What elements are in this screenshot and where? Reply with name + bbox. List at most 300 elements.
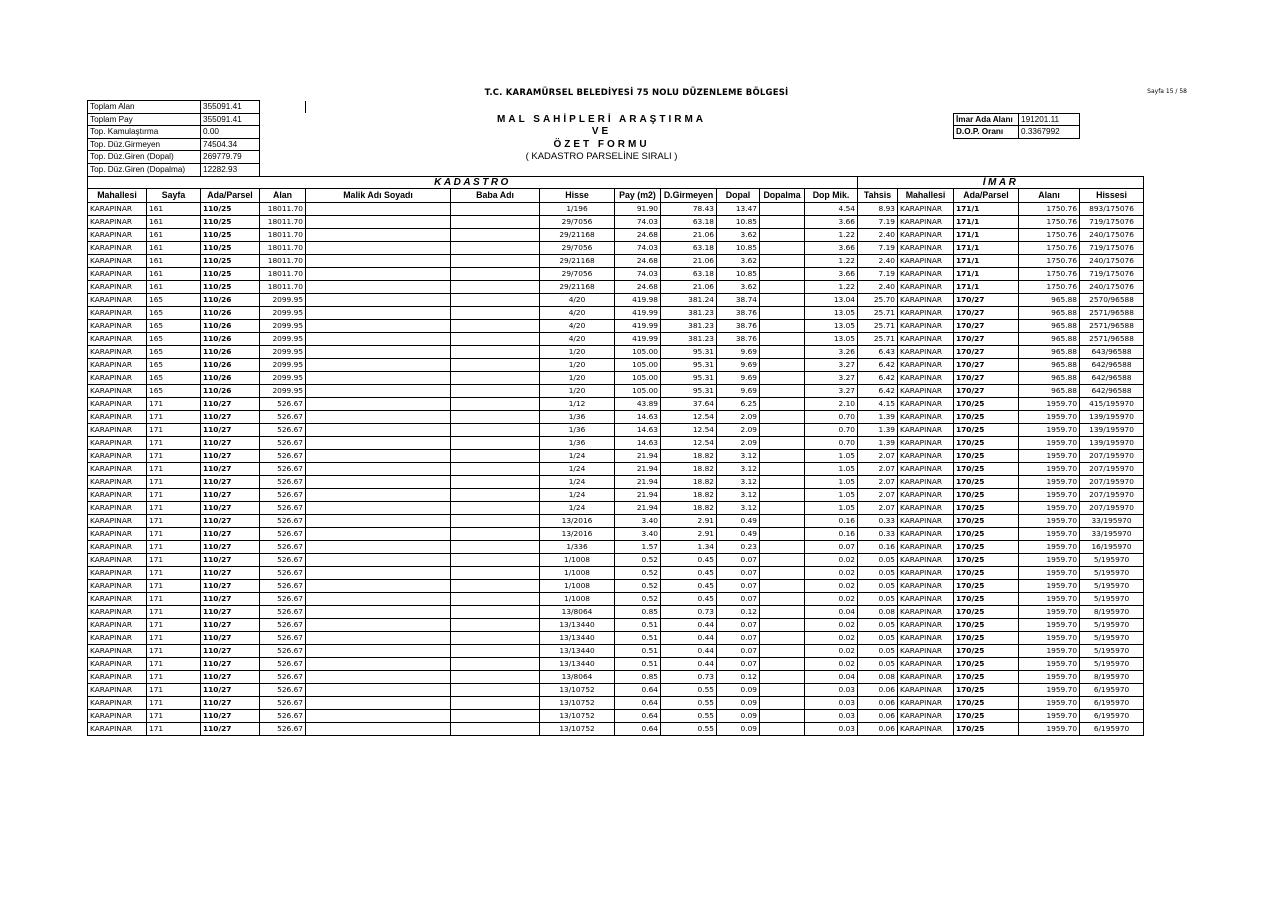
cell-dopalma [760, 580, 805, 593]
cell-imar-mahallesi: KARAPINAR [898, 580, 954, 593]
cell-alan: 526.67 [260, 697, 306, 710]
cell-hissesi: 2571/96588 [1080, 307, 1144, 320]
cell-mahallesi: KARAPINAR [88, 554, 147, 567]
cell-baba-adi [451, 502, 540, 515]
cell-dopalma [760, 398, 805, 411]
cell-alani: 965.88 [1019, 346, 1080, 359]
cell-baba-adi [451, 385, 540, 398]
cell-alan: 526.67 [260, 437, 306, 450]
cell-baba-adi [451, 242, 540, 255]
cell-hisse: 1/336 [540, 541, 615, 554]
cell-tahsis: 4.15 [858, 398, 898, 411]
cell-tahsis: 0.16 [858, 541, 898, 554]
cell-pay: 0.64 [615, 697, 661, 710]
cell-alan: 18011.70 [260, 255, 306, 268]
cell-alan: 526.67 [260, 658, 306, 671]
cell-pay: 0.51 [615, 645, 661, 658]
cell-mahallesi: KARAPINAR [88, 359, 147, 372]
cell-imar-mahallesi: KARAPINAR [898, 593, 954, 606]
cell-mahallesi: KARAPINAR [88, 268, 147, 281]
cell-mahallesi: KARAPINAR [88, 398, 147, 411]
cell-ada-parsel: 110/27 [201, 684, 260, 697]
cell-sayfa: 161 [147, 229, 201, 242]
table-row [88, 398, 1144, 411]
cell-alani: 1750.76 [1019, 229, 1080, 242]
cell-sayfa: 165 [147, 333, 201, 346]
cell-mahallesi: KARAPINAR [88, 372, 147, 385]
cell-dop-mik: 0.02 [805, 645, 858, 658]
cell-dopal: 0.09 [717, 710, 760, 723]
cell-hisse: 1/20 [540, 359, 615, 372]
cell-sayfa: 165 [147, 372, 201, 385]
cell-pay: 0.51 [615, 632, 661, 645]
cell-dop-mik: 1.05 [805, 502, 858, 515]
cell-tahsis: 0.05 [858, 580, 898, 593]
cell-hissesi: 5/195970 [1080, 658, 1144, 671]
cell-malik-adi [306, 333, 451, 346]
cell-dopalma [760, 229, 805, 242]
cell-dopalma [760, 528, 805, 541]
cell-dopalma [760, 658, 805, 671]
summary-label: Toplam Pay [88, 113, 201, 126]
cell-dop-mik: 1.05 [805, 450, 858, 463]
cell-hisse: 1/1008 [540, 580, 615, 593]
cell-alani: 1959.70 [1019, 437, 1080, 450]
cell-sayfa: 171 [147, 463, 201, 476]
cell-tahsis: 2.07 [858, 476, 898, 489]
cell-imar-ada-parsel: 170/25 [954, 489, 1019, 502]
cell-tahsis: 0.05 [858, 632, 898, 645]
cell-sayfa: 171 [147, 437, 201, 450]
col-header-pay: Pay (m2) [615, 189, 661, 203]
cell-hissesi: 207/195970 [1080, 489, 1144, 502]
cell-tahsis: 2.07 [858, 450, 898, 463]
col-header-dopalma: Dopalma [760, 189, 805, 203]
cell-alani: 1750.76 [1019, 255, 1080, 268]
cell-malik-adi [306, 203, 451, 216]
cell-alani: 1750.76 [1019, 281, 1080, 294]
cell-dopalma [760, 606, 805, 619]
cell-sayfa: 171 [147, 424, 201, 437]
cell-hissesi: 8/195970 [1080, 606, 1144, 619]
cell-alani: 965.88 [1019, 359, 1080, 372]
cell-malik-adi [306, 684, 451, 697]
cell-dop-mik: 13.04 [805, 294, 858, 307]
cell-imar-ada-parsel: 171/1 [954, 281, 1019, 294]
cell-dopal: 0.23 [717, 541, 760, 554]
cell-dop-mik: 1.22 [805, 281, 858, 294]
cell-dopal: 13.47 [717, 203, 760, 216]
cell-alan: 526.67 [260, 567, 306, 580]
cell-baba-adi [451, 424, 540, 437]
cell-hissesi: 5/195970 [1080, 619, 1144, 632]
cell-alani: 1959.70 [1019, 476, 1080, 489]
cell-mahallesi: KARAPINAR [88, 619, 147, 632]
cell-mahallesi: KARAPINAR [88, 346, 147, 359]
cell-malik-adi [306, 346, 451, 359]
cell-tahsis: 7.19 [858, 216, 898, 229]
cell-imar-ada-parsel: 170/25 [954, 593, 1019, 606]
cell-tahsis: 0.33 [858, 515, 898, 528]
cell-imar-mahallesi: KARAPINAR [898, 385, 954, 398]
table-row [88, 684, 1144, 697]
cell-sayfa: 171 [147, 671, 201, 684]
cell-hisse: 13/13440 [540, 632, 615, 645]
cell-ada-parsel: 110/27 [201, 541, 260, 554]
cell-baba-adi [451, 710, 540, 723]
cell-hisse: 1/20 [540, 385, 615, 398]
cell-malik-adi [306, 307, 451, 320]
cell-alani: 1959.70 [1019, 710, 1080, 723]
table-row [88, 307, 1144, 320]
cell-d-girmeyen: 0.73 [661, 671, 717, 684]
cell-ada-parsel: 110/27 [201, 463, 260, 476]
cell-hissesi: 719/175076 [1080, 216, 1144, 229]
cell-hissesi: 6/195970 [1080, 697, 1144, 710]
cell-sayfa: 161 [147, 216, 201, 229]
cell-mahallesi: KARAPINAR [88, 307, 147, 320]
table-row [88, 333, 1144, 346]
cell-malik-adi [306, 697, 451, 710]
cell-alan: 18011.70 [260, 281, 306, 294]
cell-alani: 1959.70 [1019, 463, 1080, 476]
cell-mahallesi: KARAPINAR [88, 515, 147, 528]
cell-pay: 0.52 [615, 580, 661, 593]
table-row [88, 359, 1144, 372]
cell-dopal: 0.09 [717, 684, 760, 697]
cell-sayfa: 165 [147, 294, 201, 307]
cell-sayfa: 161 [147, 268, 201, 281]
cell-malik-adi [306, 606, 451, 619]
cell-alan: 526.67 [260, 723, 306, 736]
cell-dop-mik: 3.66 [805, 268, 858, 281]
cell-pay: 0.64 [615, 684, 661, 697]
form-title-line4: ( KADASTRO PARSELİNE SIRALI ) [525, 151, 678, 163]
cell-pay: 21.94 [615, 489, 661, 502]
table-row [88, 411, 1144, 424]
cell-baba-adi [451, 268, 540, 281]
cell-baba-adi [451, 281, 540, 294]
cell-hisse: 1/36 [540, 411, 615, 424]
cell-alan: 526.67 [260, 580, 306, 593]
cell-mahallesi: KARAPINAR [88, 697, 147, 710]
cell-imar-ada-parsel: 170/25 [954, 580, 1019, 593]
cell-mahallesi: KARAPINAR [88, 502, 147, 515]
cell-mahallesi: KARAPINAR [88, 450, 147, 463]
cell-dop-mik: 1.05 [805, 489, 858, 502]
cell-baba-adi [451, 658, 540, 671]
cell-imar-ada-parsel: 170/25 [954, 606, 1019, 619]
cell-dop-mik: 3.27 [805, 359, 858, 372]
cell-pay: 105.00 [615, 385, 661, 398]
table-row [88, 515, 1144, 528]
cell-imar-mahallesi: KARAPINAR [898, 281, 954, 294]
cell-malik-adi [306, 489, 451, 502]
table-row [88, 268, 1144, 281]
cell-imar-ada-parsel: 170/25 [954, 437, 1019, 450]
cell-alani: 1959.70 [1019, 424, 1080, 437]
cell-ada-parsel: 110/27 [201, 437, 260, 450]
cell-baba-adi [451, 632, 540, 645]
cell-pay: 24.68 [615, 255, 661, 268]
cell-hisse: 13/8064 [540, 671, 615, 684]
cell-dopalma [760, 710, 805, 723]
table-row [88, 567, 1144, 580]
cell-dop-mik: 1.05 [805, 463, 858, 476]
cell-tahsis: 2.40 [858, 281, 898, 294]
cell-dop-mik: 0.02 [805, 658, 858, 671]
cell-alani: 965.88 [1019, 320, 1080, 333]
cell-baba-adi [451, 489, 540, 502]
cell-sayfa: 171 [147, 710, 201, 723]
cell-baba-adi [451, 411, 540, 424]
cell-d-girmeyen: 0.45 [661, 554, 717, 567]
cell-dopal: 3.62 [717, 281, 760, 294]
cell-ada-parsel: 110/27 [201, 450, 260, 463]
cell-mahallesi: KARAPINAR [88, 489, 147, 502]
cell-baba-adi [451, 645, 540, 658]
cell-alani: 1959.70 [1019, 658, 1080, 671]
cell-malik-adi [306, 294, 451, 307]
cell-malik-adi [306, 255, 451, 268]
cell-tahsis: 2.40 [858, 255, 898, 268]
cell-sayfa: 171 [147, 645, 201, 658]
table-row [88, 710, 1144, 723]
table-row [88, 476, 1144, 489]
cell-dopalma [760, 619, 805, 632]
cell-dopal: 0.49 [717, 515, 760, 528]
table-row [88, 671, 1144, 684]
cell-tahsis: 25.71 [858, 307, 898, 320]
form-title-line2: VE [591, 126, 612, 138]
cell-baba-adi [451, 697, 540, 710]
cell-tahsis: 6.42 [858, 359, 898, 372]
cell-malik-adi [306, 424, 451, 437]
cell-ada-parsel: 110/27 [201, 476, 260, 489]
cell-hissesi: 6/195970 [1080, 684, 1144, 697]
imar-ada-alani-value: 191201.11 [1019, 113, 1080, 126]
cell-ada-parsel: 110/27 [201, 723, 260, 736]
dop-orani-label: D.O.P. Oranı [954, 126, 1019, 139]
cell-imar-mahallesi: KARAPINAR [898, 645, 954, 658]
cell-baba-adi [451, 606, 540, 619]
cell-dop-mik: 13.05 [805, 307, 858, 320]
cell-hissesi: 8/195970 [1080, 671, 1144, 684]
cell-baba-adi [451, 255, 540, 268]
cell-dop-mik: 0.16 [805, 515, 858, 528]
cell-baba-adi [451, 294, 540, 307]
cell-alan: 18011.70 [260, 242, 306, 255]
cell-pay: 0.52 [615, 567, 661, 580]
cell-pay: 91.90 [615, 203, 661, 216]
cell-alani: 1959.70 [1019, 411, 1080, 424]
cell-ada-parsel: 110/27 [201, 398, 260, 411]
cell-imar-mahallesi: KARAPINAR [898, 398, 954, 411]
cell-pay: 21.94 [615, 463, 661, 476]
cell-malik-adi [306, 268, 451, 281]
table-row [88, 255, 1144, 268]
cell-ada-parsel: 110/26 [201, 346, 260, 359]
cell-alani: 1959.70 [1019, 567, 1080, 580]
cell-ada-parsel: 110/25 [201, 281, 260, 294]
cell-ada-parsel: 110/27 [201, 489, 260, 502]
cell-alan: 526.67 [260, 515, 306, 528]
cell-ada-parsel: 110/26 [201, 320, 260, 333]
cell-mahallesi: KARAPINAR [88, 385, 147, 398]
cell-imar-ada-parsel: 170/25 [954, 645, 1019, 658]
cell-dop-mik: 2.10 [805, 398, 858, 411]
cell-imar-ada-parsel: 170/25 [954, 528, 1019, 541]
cell-tahsis: 25.70 [858, 294, 898, 307]
cell-imar-mahallesi: KARAPINAR [898, 476, 954, 489]
cell-sayfa: 171 [147, 593, 201, 606]
cell-sayfa: 165 [147, 346, 201, 359]
cell-imar-ada-parsel: 170/25 [954, 398, 1019, 411]
cell-mahallesi: KARAPINAR [88, 229, 147, 242]
cell-pay: 0.51 [615, 658, 661, 671]
cell-sayfa: 171 [147, 450, 201, 463]
cell-ada-parsel: 110/26 [201, 307, 260, 320]
cell-malik-adi [306, 229, 451, 242]
cell-imar-ada-parsel: 170/25 [954, 632, 1019, 645]
cell-d-girmeyen: 18.82 [661, 502, 717, 515]
summary-label: Top. Düz.Giren (Dopalma) [88, 163, 201, 176]
cell-ada-parsel: 110/26 [201, 359, 260, 372]
cell-imar-ada-parsel: 170/27 [954, 385, 1019, 398]
cell-sayfa: 171 [147, 528, 201, 541]
summary-value: 12282.93 [201, 163, 260, 176]
cell-imar-ada-parsel: 170/27 [954, 320, 1019, 333]
cell-dopalma [760, 385, 805, 398]
cell-imar-mahallesi: KARAPINAR [898, 255, 954, 268]
cell-sayfa: 171 [147, 619, 201, 632]
cell-dop-mik: 0.03 [805, 723, 858, 736]
cell-tahsis: 0.05 [858, 645, 898, 658]
cell-dopal: 3.62 [717, 255, 760, 268]
cell-imar-ada-parsel: 170/27 [954, 307, 1019, 320]
cell-tahsis: 25.71 [858, 320, 898, 333]
cell-alani: 1750.76 [1019, 203, 1080, 216]
cell-alani: 1959.70 [1019, 450, 1080, 463]
cell-imar-mahallesi: KARAPINAR [898, 463, 954, 476]
cell-dopalma [760, 216, 805, 229]
cell-dop-mik: 0.70 [805, 437, 858, 450]
cell-baba-adi [451, 229, 540, 242]
cell-d-girmeyen: 95.31 [661, 385, 717, 398]
table-row [88, 281, 1144, 294]
cell-dop-mik: 0.02 [805, 567, 858, 580]
cell-d-girmeyen: 12.54 [661, 411, 717, 424]
cell-dopalma [760, 450, 805, 463]
document-title: T.C. KARAMÜRSEL BELEDİYESİ 75 NOLU DÜZENLEME BÖLGESİ [484, 88, 789, 98]
cell-imar-mahallesi: KARAPINAR [898, 515, 954, 528]
cell-ada-parsel: 110/27 [201, 632, 260, 645]
cell-dopalma [760, 307, 805, 320]
cell-dopal: 6.25 [717, 398, 760, 411]
cell-alani: 1959.70 [1019, 671, 1080, 684]
cell-d-girmeyen: 2.91 [661, 528, 717, 541]
cell-alani: 1959.70 [1019, 554, 1080, 567]
table-row [88, 645, 1144, 658]
summary-label: Toplam Alan [88, 101, 201, 114]
cell-mahallesi: KARAPINAR [88, 463, 147, 476]
cell-imar-ada-parsel: 170/25 [954, 476, 1019, 489]
cell-alani: 965.88 [1019, 372, 1080, 385]
cell-mahallesi: KARAPINAR [88, 645, 147, 658]
cell-ada-parsel: 110/27 [201, 411, 260, 424]
cell-imar-ada-parsel: 170/25 [954, 554, 1019, 567]
cell-hissesi: 415/195970 [1080, 398, 1144, 411]
cell-dopal: 38.76 [717, 333, 760, 346]
cell-d-girmeyen: 1.34 [661, 541, 717, 554]
cell-malik-adi [306, 658, 451, 671]
table-row [88, 229, 1144, 242]
cell-dopalma [760, 294, 805, 307]
cell-baba-adi [451, 450, 540, 463]
cell-ada-parsel: 110/27 [201, 567, 260, 580]
cell-ada-parsel: 110/25 [201, 268, 260, 281]
cell-imar-ada-parsel: 170/25 [954, 684, 1019, 697]
cell-dop-mik: 0.03 [805, 684, 858, 697]
cell-ada-parsel: 110/27 [201, 710, 260, 723]
cell-malik-adi [306, 463, 451, 476]
cell-hisse: 13/13440 [540, 658, 615, 671]
cell-hisse: 1/12 [540, 398, 615, 411]
cell-dop-mik: 0.70 [805, 411, 858, 424]
cell-malik-adi [306, 645, 451, 658]
cell-baba-adi [451, 515, 540, 528]
cell-sayfa: 171 [147, 398, 201, 411]
cell-imar-mahallesi: KARAPINAR [898, 346, 954, 359]
cell-dopalma [760, 723, 805, 736]
cell-tahsis: 0.08 [858, 606, 898, 619]
cell-tahsis: 1.39 [858, 437, 898, 450]
cell-malik-adi [306, 502, 451, 515]
cell-baba-adi [451, 333, 540, 346]
cell-d-girmeyen: 37.64 [661, 398, 717, 411]
cell-d-girmeyen: 0.45 [661, 580, 717, 593]
cell-imar-ada-parsel: 171/1 [954, 268, 1019, 281]
cell-hissesi: 5/195970 [1080, 580, 1144, 593]
cell-hissesi: 207/195970 [1080, 450, 1144, 463]
cell-imar-mahallesi: KARAPINAR [898, 437, 954, 450]
cell-hissesi: 643/96588 [1080, 346, 1144, 359]
table-row [88, 216, 1144, 229]
cell-imar-ada-parsel: 170/27 [954, 333, 1019, 346]
cell-dop-mik: 4.54 [805, 203, 858, 216]
cell-dopalma [760, 242, 805, 255]
cell-d-girmeyen: 381.23 [661, 320, 717, 333]
col-header-hisse: Hisse [540, 189, 615, 203]
cell-tahsis: 0.06 [858, 684, 898, 697]
cell-dopal: 0.12 [717, 671, 760, 684]
cell-tahsis: 6.42 [858, 385, 898, 398]
cell-dopal: 3.12 [717, 489, 760, 502]
cell-pay: 105.00 [615, 359, 661, 372]
cell-alani: 965.88 [1019, 333, 1080, 346]
cell-dopal: 0.49 [717, 528, 760, 541]
cell-pay: 74.03 [615, 216, 661, 229]
cell-tahsis: 0.06 [858, 710, 898, 723]
cell-dop-mik: 0.03 [805, 697, 858, 710]
table-row [88, 424, 1144, 437]
cell-dop-mik: 0.02 [805, 619, 858, 632]
col-header-d-girmeyen: D.Girmeyen [661, 189, 717, 203]
cell-d-girmeyen: 95.31 [661, 359, 717, 372]
cell-imar-mahallesi: KARAPINAR [898, 710, 954, 723]
cell-hisse: 13/10752 [540, 723, 615, 736]
summary-value: 355091.41 [201, 113, 260, 126]
